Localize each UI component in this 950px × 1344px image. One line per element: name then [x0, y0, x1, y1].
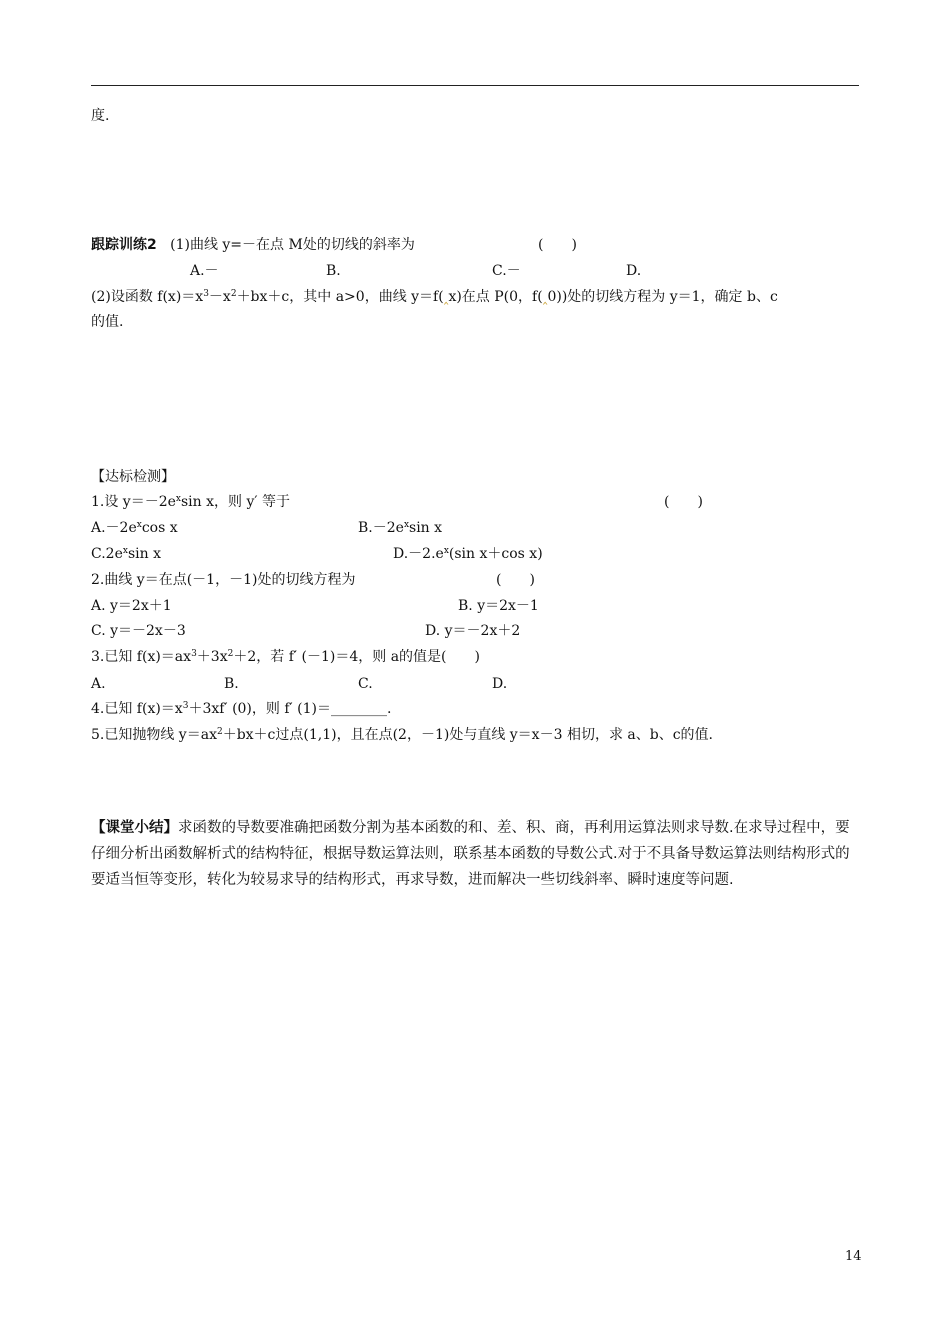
class-summary — [91, 815, 859, 893]
check-heading: 【达标检测】 — [91, 469, 175, 485]
check-q1-option-a: $A.-2e^x\cos$ x — [91, 520, 178, 536]
continued-fragment: 度. — [91, 108, 110, 124]
check-q4-stem: 4.已知 $f(x)=x^3+3xf'$ (0)，则 f′ (1)＝________. — [91, 701, 392, 717]
check-q1-option-b: $B.-2e^x\sin$ x — [358, 520, 443, 536]
check-q3-option-a: A. — [91, 676, 106, 692]
check-q2-option-a: A. y＝2x＋1 — [91, 598, 172, 614]
check-q3-option-b: B. — [224, 676, 239, 692]
page-number: 14 — [845, 1249, 862, 1264]
track2-option-c: C.－ — [492, 263, 521, 279]
check-q2-option-d: D. y＝－2x＋2 — [425, 623, 521, 639]
header-rule — [91, 85, 859, 86]
check-q3-option-d: D. — [492, 676, 508, 692]
check-q3-stem: 3.已知 $f(x)=ax^3+3x^2+2$，若 f′ (－1)＝4，则 a的值是( ) — [91, 649, 480, 665]
check-q2-blank: ( ) — [496, 572, 535, 588]
summary-heading: 【课堂小结】 — [91, 820, 178, 836]
track2-option-a: A.－ — [190, 263, 219, 279]
check-q2-option-c: C. y＝－2x－3 — [91, 623, 186, 639]
check-q5-stem: 5.已知抛物线 $y=ax^2+bx+c$过点(1,1)，且在点(2，－1)处与直线 y＝x－3 相切，求 a、b、c的值. — [91, 727, 713, 743]
check-q2-stem: 2.曲线 y＝在点(－1，－1)处的切线方程为 — [91, 572, 356, 588]
track2-option-b: B. — [326, 263, 341, 279]
check-q3-option-c: C. — [358, 676, 373, 692]
check-q1-stem: 1.设 $y=-2e^x\sin$ x，则 y′ 等于 — [91, 494, 291, 510]
track2-q1-blank: ( ) — [538, 237, 577, 253]
track2-option-d: D. — [626, 263, 642, 279]
ocr-mark: ‸ — [542, 289, 548, 305]
check-q1-option-d: $D.-2.e^x(\sin$ x＋cos x) — [393, 546, 543, 562]
ocr-mark: ‸ — [443, 289, 449, 305]
track2-question-1 — [91, 236, 415, 254]
summary-body: 求函数的导数要准确把函数分割为基本函数的和、差、积、商，再利用运算法则求导数.在求导过程中，要仔细分析出函数解析式的结构特征，根据导数运算法则，联系基本函数的导数公式.对于不具备导数运算法则结构形式的要适当恒等变形，转化为较易求导的结构形式，再求导数，进而解决一些切线斜率、瞬时速度等问题. — [91, 820, 850, 888]
check-q2-option-b: B. y＝2x－1 — [458, 598, 539, 614]
track2-heading: 跟踪训练2 — [91, 237, 157, 253]
track2-q2-continuation: 的值. — [91, 314, 124, 330]
check-q1-option-c: $C.2e^x\sin$ x — [91, 546, 161, 562]
check-q1-blank: ( ) — [664, 494, 703, 510]
track2-q1-text: (1)曲线 y=－在点 M处的切线的斜率为 — [170, 237, 415, 253]
track2-question-2: (2)设函数 $f(x)=x^3-x^2+bx+c$，其中 a>0，曲线 y＝f(‸x)在点 P(0，f(‸0))处的切线方程为 y＝1，确定 b、c — [91, 289, 778, 305]
